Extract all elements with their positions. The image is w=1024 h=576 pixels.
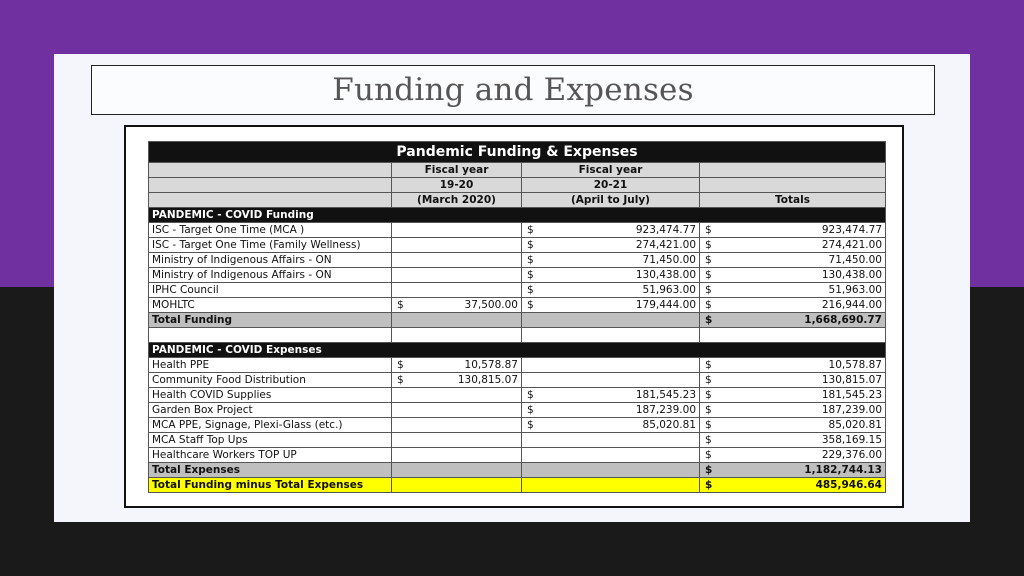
table-row xyxy=(149,433,886,448)
blank-row xyxy=(149,328,886,343)
money-cell xyxy=(525,238,696,252)
table-header-row xyxy=(149,163,886,178)
money-cell xyxy=(703,223,882,237)
currency-symbol: $ xyxy=(705,224,712,236)
currency-symbol: $ xyxy=(527,299,534,311)
table-row xyxy=(149,358,886,373)
money-cell xyxy=(703,433,882,447)
amount-value: 10,578.87 xyxy=(464,359,518,371)
header-cell: (March 2020) xyxy=(392,193,522,208)
currency-symbol: $ xyxy=(705,374,712,386)
currency-symbol: $ xyxy=(705,419,712,431)
fy1920-cell xyxy=(392,478,522,493)
fy1920-cell xyxy=(392,268,522,283)
money-cell xyxy=(703,313,882,327)
total-cell xyxy=(700,283,886,298)
currency-symbol: $ xyxy=(527,419,534,431)
money-cell xyxy=(395,373,518,387)
amount-value: 71,450.00 xyxy=(828,254,882,266)
money-cell xyxy=(703,403,882,417)
row-label: ISC - Target One Time (MCA ) xyxy=(149,223,392,238)
fy1920-cell xyxy=(392,418,522,433)
amount-value: 51,963.00 xyxy=(828,284,882,296)
total-cell xyxy=(700,253,886,268)
fy2021-cell xyxy=(522,478,700,493)
title-box xyxy=(91,65,935,115)
amount-value: 274,421.00 xyxy=(635,239,696,251)
currency-symbol: $ xyxy=(705,284,712,296)
blank-cell xyxy=(392,328,522,343)
row-label: Total Funding minus Total Expenses xyxy=(149,478,392,493)
table-row xyxy=(149,403,886,418)
table-image-frame xyxy=(124,125,904,508)
total-cell xyxy=(700,298,886,313)
fy1920-cell xyxy=(392,388,522,403)
currency-symbol: $ xyxy=(397,359,404,371)
blank-cell xyxy=(149,328,392,343)
fy1920-cell xyxy=(392,283,522,298)
total-cell xyxy=(700,313,886,328)
fy1920-cell xyxy=(392,223,522,238)
blank-cell xyxy=(700,328,886,343)
net-row xyxy=(149,478,886,493)
header-cell: 20-21 xyxy=(522,178,700,193)
money-cell xyxy=(703,238,882,252)
row-label: Ministry of Indigenous Affairs - ON xyxy=(149,268,392,283)
amount-value: 130,815.07 xyxy=(457,374,518,386)
table-row xyxy=(149,238,886,253)
table-row xyxy=(149,298,886,313)
money-cell xyxy=(703,448,882,462)
row-label: MOHLTC xyxy=(149,298,392,313)
funding-expenses-table xyxy=(148,141,886,493)
fy2021-cell xyxy=(522,448,700,463)
header-cell xyxy=(700,178,886,193)
total-cell xyxy=(700,433,886,448)
money-cell xyxy=(525,298,696,312)
currency-symbol: $ xyxy=(397,299,404,311)
row-label: Health PPE xyxy=(149,358,392,373)
table-header-row xyxy=(149,178,886,193)
total-cell xyxy=(700,358,886,373)
total-cell xyxy=(700,373,886,388)
money-cell xyxy=(525,268,696,282)
currency-symbol: $ xyxy=(527,254,534,266)
row-label: Community Food Distribution xyxy=(149,373,392,388)
row-label: IPHC Council xyxy=(149,283,392,298)
currency-symbol: $ xyxy=(705,464,713,476)
fy1920-cell xyxy=(392,253,522,268)
table-body xyxy=(149,142,886,493)
table-row xyxy=(149,388,886,403)
blank-cell xyxy=(522,328,700,343)
total-expenses-row xyxy=(149,463,886,478)
money-cell xyxy=(525,388,696,402)
amount-value: 85,020.81 xyxy=(642,419,696,431)
currency-symbol: $ xyxy=(527,224,534,236)
total-cell xyxy=(700,223,886,238)
fy2021-cell xyxy=(522,388,700,403)
currency-symbol: $ xyxy=(527,284,534,296)
row-label: Ministry of Indigenous Affairs - ON xyxy=(149,253,392,268)
table-row xyxy=(149,373,886,388)
amount-value: 187,239.00 xyxy=(821,404,882,416)
fy1920-cell xyxy=(392,313,522,328)
table-row xyxy=(149,283,886,298)
money-cell xyxy=(703,418,882,432)
amount-value: 130,815.07 xyxy=(821,374,882,386)
table-row xyxy=(149,418,886,433)
header-cell: Fiscal year xyxy=(522,163,700,178)
total-cell xyxy=(700,478,886,493)
header-cell xyxy=(149,163,392,178)
total-cell xyxy=(700,418,886,433)
amount-value: 181,545.23 xyxy=(821,389,882,401)
money-cell xyxy=(703,253,882,267)
table-row xyxy=(149,268,886,283)
total-cell xyxy=(700,463,886,478)
amount-value: 71,450.00 xyxy=(642,254,696,266)
currency-symbol: $ xyxy=(705,449,712,461)
money-cell xyxy=(703,388,882,402)
fy1920-cell xyxy=(392,373,522,388)
amount-value: 10,578.87 xyxy=(828,359,882,371)
money-cell xyxy=(703,268,882,282)
currency-symbol: $ xyxy=(705,359,712,371)
fy1920-cell xyxy=(392,463,522,478)
fy1920-cell xyxy=(392,433,522,448)
total-cell xyxy=(700,448,886,463)
currency-symbol: $ xyxy=(705,254,712,266)
currency-symbol: $ xyxy=(527,239,534,251)
money-cell xyxy=(525,253,696,267)
currency-symbol: $ xyxy=(705,269,712,281)
currency-symbol: $ xyxy=(705,404,712,416)
money-cell xyxy=(703,298,882,312)
section-heading: PANDEMIC - COVID Expenses xyxy=(149,343,886,358)
table-row xyxy=(149,253,886,268)
amount-value: 229,376.00 xyxy=(821,449,882,461)
fy1920-cell xyxy=(392,298,522,313)
money-cell xyxy=(395,298,518,312)
table-banner-row xyxy=(149,142,886,163)
currency-symbol: $ xyxy=(705,299,712,311)
row-label: ISC - Target One Time (Family Wellness) xyxy=(149,238,392,253)
currency-symbol: $ xyxy=(527,389,534,401)
amount-value: 37,500.00 xyxy=(464,299,518,311)
fy2021-cell xyxy=(522,418,700,433)
row-label: Total Funding xyxy=(149,313,392,328)
currency-symbol: $ xyxy=(705,314,713,326)
expenses-section-row xyxy=(149,343,886,358)
amount-value: 1,182,744.13 xyxy=(804,464,882,476)
amount-value: 51,963.00 xyxy=(642,284,696,296)
header-cell xyxy=(149,178,392,193)
table-row xyxy=(149,448,886,463)
fy2021-cell xyxy=(522,283,700,298)
table-header-row xyxy=(149,193,886,208)
amount-value: 485,946.64 xyxy=(815,479,882,491)
fy2021-cell xyxy=(522,433,700,448)
amount-value: 181,545.23 xyxy=(635,389,696,401)
amount-value: 130,438.00 xyxy=(635,269,696,281)
row-label: Garden Box Project xyxy=(149,403,392,418)
fy2021-cell xyxy=(522,373,700,388)
total-funding-row xyxy=(149,313,886,328)
currency-symbol: $ xyxy=(705,479,713,491)
money-cell xyxy=(703,358,882,372)
amount-value: 85,020.81 xyxy=(828,419,882,431)
fy1920-cell xyxy=(392,238,522,253)
amount-value: 923,474.77 xyxy=(821,224,882,236)
amount-value: 130,438.00 xyxy=(821,269,882,281)
fy2021-cell xyxy=(522,268,700,283)
fy2021-cell xyxy=(522,358,700,373)
money-cell xyxy=(525,223,696,237)
row-label: Health COVID Supplies xyxy=(149,388,392,403)
amount-value: 216,944.00 xyxy=(821,299,882,311)
money-cell xyxy=(525,403,696,417)
fy1920-cell xyxy=(392,358,522,373)
fy2021-cell xyxy=(522,403,700,418)
amount-value: 1,668,690.77 xyxy=(804,314,882,326)
currency-symbol: $ xyxy=(397,374,404,386)
fy1920-cell xyxy=(392,403,522,418)
header-cell: (April to July) xyxy=(522,193,700,208)
currency-symbol: $ xyxy=(527,269,534,281)
slide-title: Funding and Expenses xyxy=(332,72,694,108)
money-cell xyxy=(395,358,518,372)
amount-value: 179,444.00 xyxy=(635,299,696,311)
money-cell xyxy=(525,283,696,297)
funding-section-row xyxy=(149,208,886,223)
total-cell xyxy=(700,403,886,418)
currency-symbol: $ xyxy=(527,404,534,416)
money-cell xyxy=(703,283,882,297)
row-label: MCA Staff Top Ups xyxy=(149,433,392,448)
total-cell xyxy=(700,388,886,403)
currency-symbol: $ xyxy=(705,434,712,446)
total-cell xyxy=(700,238,886,253)
amount-value: 187,239.00 xyxy=(635,404,696,416)
row-label: MCA PPE, Signage, Plexi-Glass (etc.) xyxy=(149,418,392,433)
header-cell xyxy=(700,163,886,178)
currency-symbol: $ xyxy=(705,239,712,251)
table-row xyxy=(149,223,886,238)
fy2021-cell xyxy=(522,223,700,238)
header-cell: 19-20 xyxy=(392,178,522,193)
header-cell: Totals xyxy=(700,193,886,208)
header-cell: Fiscal year xyxy=(392,163,522,178)
fy1920-cell xyxy=(392,448,522,463)
row-label: Healthcare Workers TOP UP xyxy=(149,448,392,463)
fy2021-cell xyxy=(522,313,700,328)
amount-value: 358,169.15 xyxy=(821,434,882,446)
amount-value: 274,421.00 xyxy=(821,239,882,251)
header-cell xyxy=(149,193,392,208)
table-banner: Pandemic Funding & Expenses xyxy=(149,142,886,163)
money-cell xyxy=(525,418,696,432)
row-label: Total Expenses xyxy=(149,463,392,478)
money-cell xyxy=(703,463,882,477)
amount-value: 923,474.77 xyxy=(635,224,696,236)
fy2021-cell xyxy=(522,463,700,478)
section-heading: PANDEMIC - COVID Funding xyxy=(149,208,886,223)
fy2021-cell xyxy=(522,298,700,313)
money-cell xyxy=(703,373,882,387)
money-cell xyxy=(703,478,882,492)
fy2021-cell xyxy=(522,238,700,253)
total-cell xyxy=(700,268,886,283)
currency-symbol: $ xyxy=(705,389,712,401)
fy2021-cell xyxy=(522,253,700,268)
